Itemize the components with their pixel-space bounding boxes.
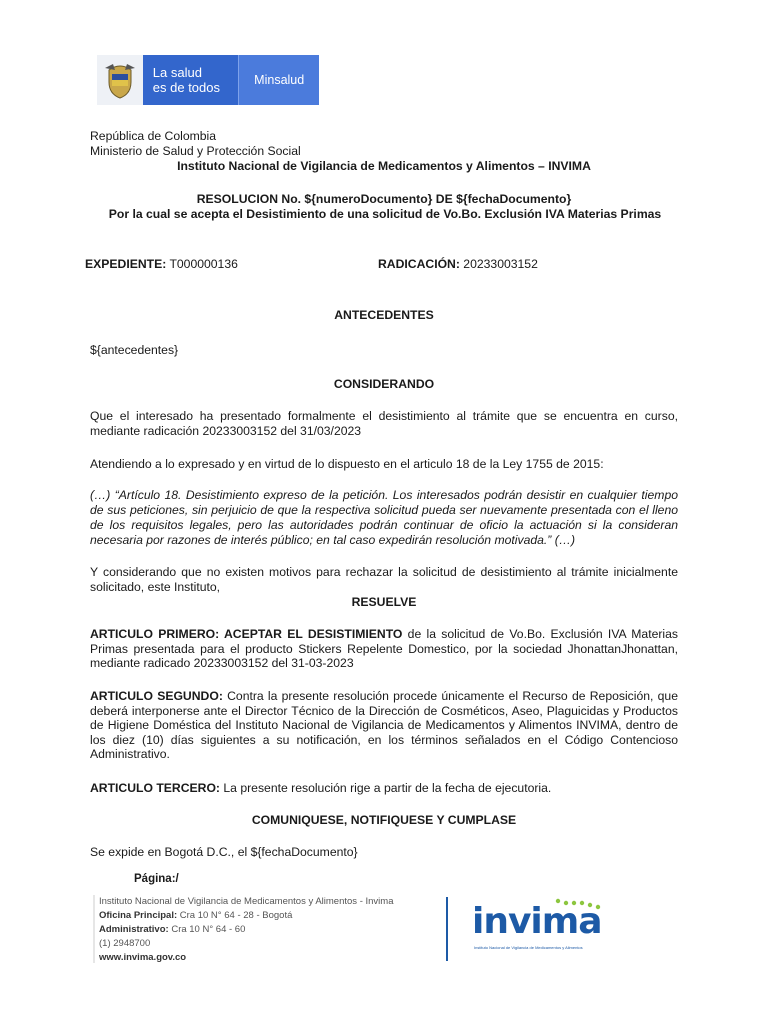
- issuer-ministry: Ministerio de Salud y Protección Social: [90, 144, 301, 158]
- antecedentes-body: ${antecedentes}: [90, 343, 179, 357]
- footer-phone: (1) 2948700: [99, 938, 151, 949]
- footer-main-office-value: Cra 10 N° 64 - 28 - Bogotá: [177, 910, 293, 921]
- antecedentes-heading: ANTECEDENTES: [334, 308, 434, 322]
- considerando-heading: CONSIDERANDO: [333, 377, 435, 391]
- footer-blue-divider: [446, 897, 448, 961]
- considerando-paragraph-2: Atendiendo a lo expresado y en virtud de lo dispuesto en el articulo 18 de la Ley 1755 de 2015:: [90, 457, 604, 471]
- footer-institute: Instituto Nacional de Vigilancia de Medicamentos y Alimentos - Invima: [99, 896, 394, 907]
- article-2: [90, 689, 678, 762]
- footer-admin-label: Administrativo:: [99, 924, 169, 935]
- issuer-institute: Instituto Nacional de Vigilancia de Medicamentos y Alimentos – INVIMA: [177, 159, 591, 173]
- minsalud-label: Minsalud: [238, 55, 319, 105]
- expediente-value: T000000136: [166, 257, 238, 271]
- footer-admin: [99, 923, 245, 937]
- footer-website[interactable]: www.invima.gov.co: [99, 952, 187, 963]
- closing-body: Se expide en Bogotá D.C., el ${fechaDocumento}: [90, 845, 358, 859]
- radicacion-label: RADICACIÓN:: [378, 257, 460, 271]
- resolution-title: RESOLUCION No. ${numeroDocumento} DE ${fechaDocumento}: [196, 192, 572, 206]
- article-1-label: ARTICULO PRIMERO: ACEPTAR EL DESISTIMIENTO: [90, 627, 403, 641]
- article-3: [90, 781, 678, 796]
- article-3-body: La presente resolución rige a partir de la fecha de ejecutoria.: [220, 781, 552, 795]
- page-number: Página:/: [134, 873, 179, 885]
- invima-logo-subtitle: Instituto Nacional de Vigilancia de Medicamentos y Alimentos: [474, 945, 583, 950]
- article-1: [90, 627, 678, 671]
- radicacion-value: 20233003152: [459, 257, 538, 271]
- considerando-paragraph-1: Que el interesado ha presentado formalmente el desistimiento al trámite que se encuentra en curso, mediante radicación 20233003152 del 31/03/2023: [90, 409, 678, 438]
- article-2-label: ARTICULO SEGUNDO:: [90, 689, 223, 703]
- expediente: [85, 257, 238, 271]
- issuer-country: República de Colombia: [90, 129, 217, 143]
- footer-admin-value: Cra 10 N° 64 - 60: [168, 924, 246, 935]
- considerando-paragraph-3: Y considerando que no existen motivos para rechazar la solicitud de desistimiento al trámite inicialmente solicitado, este Instituto,: [90, 565, 678, 594]
- considerando-quote: (…) “Artículo 18. Desistimiento expreso de la petición. Los interesados podrán desistir en cualquier tiempo de sus peticiones, sin perjuicio de que la respectiva solicitud pueda ser nuevamente presentada con el lleno de los requisitos legales, pero las autoridades podrán continuar de oficio la actuación si la consideran necesaria por razones de interés público; en tal caso expedirán resolución motivada.” (…): [90, 488, 678, 547]
- la-salud-label: La salud es de todos: [143, 55, 239, 105]
- footer-divider: [93, 895, 95, 963]
- minsalud-logo: [97, 55, 319, 105]
- expediente-label: EXPEDIENTE:: [85, 257, 167, 271]
- article-3-label: ARTICULO TERCERO:: [90, 781, 220, 795]
- resuelve-heading: RESUELVE: [351, 595, 417, 609]
- resolution-subtitle: Por la cual se acepta el Desistimiento de una solicitud de Vo.Bo. Exclusión IVA Materias Primas: [108, 207, 662, 221]
- invima-logo-text: invima: [472, 901, 602, 942]
- footer-main-office: [99, 909, 292, 923]
- footer-main-office-label: Oficina Principal:: [99, 910, 178, 921]
- radicacion: [378, 257, 538, 271]
- coat-of-arms-icon: [97, 55, 143, 105]
- invima-logo: [472, 893, 612, 957]
- closing-heading: COMUNIQUESE, NOTIFIQUESE Y CUMPLASE: [251, 813, 517, 827]
- article-1-body: de la solicitud de Vo.Bo. Exclusión IVA Materias Primas presentada para el producto Stickers Repelente Domestico, por la sociedad JhonattanJhonattan, mediante radicado 20233003152 del 31-03-2023: [90, 627, 678, 670]
- article-2-body: Contra la presente resolución procede únicamente el Recurso de Reposición, que deberá interponerse ante el Director Técnico de la Dirección de Cosméticos, Aseo, Plaguicidas y Productos de Higiene Doméstica del Instituto Nacional de Vigilancia de Medicamentos y Alimentos INVIMA, dentro de los diez (10) días siguientes a su notificación, en los términos señalados en el Código Contencioso Administrativo.: [90, 689, 678, 761]
